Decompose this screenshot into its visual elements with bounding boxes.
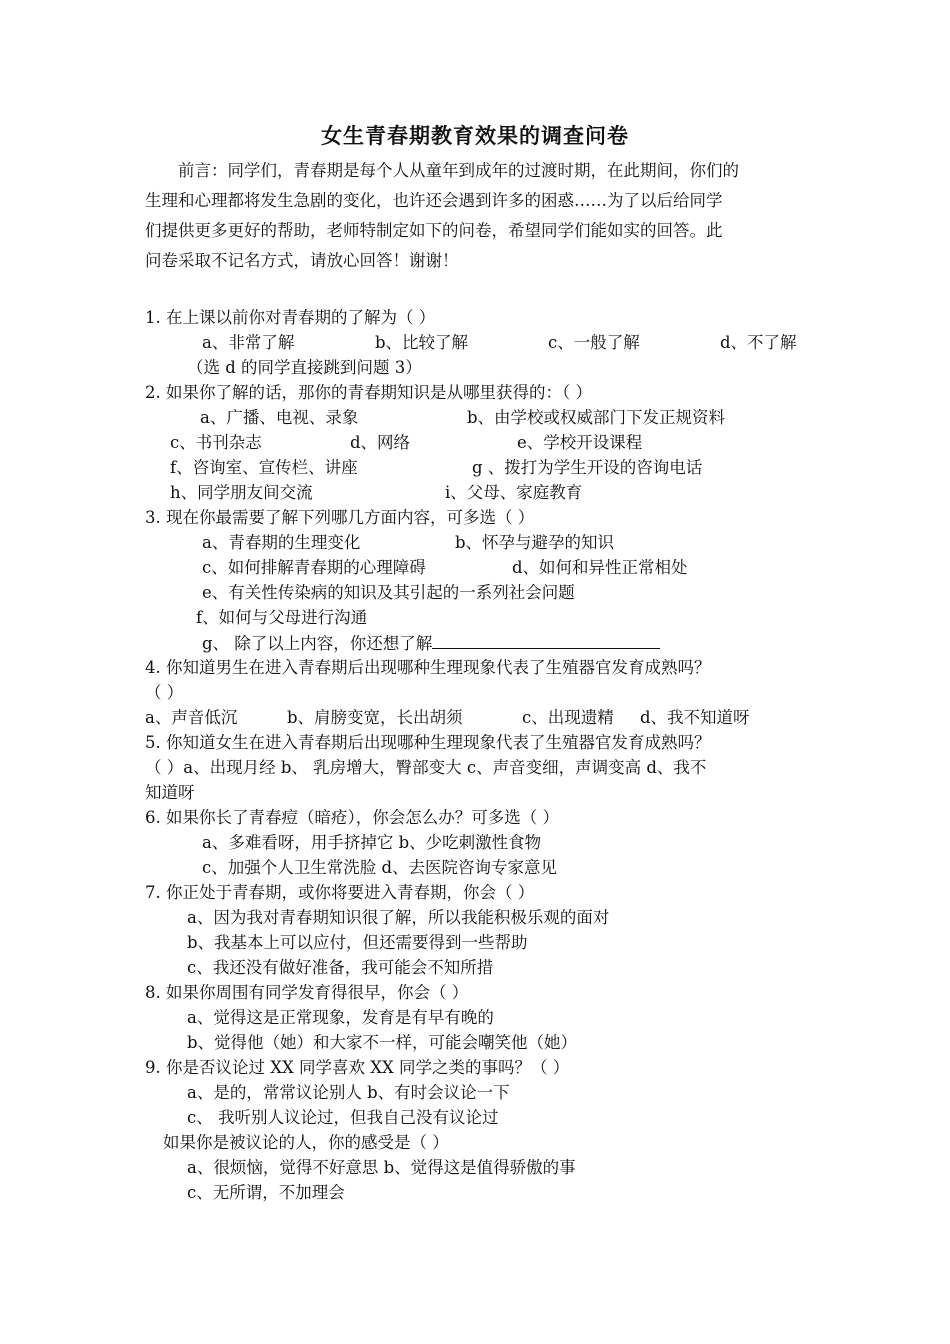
q1-option-d: d、不了解 — [720, 333, 797, 352]
q4-paren: （ ） — [145, 683, 184, 702]
q3-option-e: e、有关性传染病的知识及其引起的一系列社会问题 — [202, 583, 575, 602]
q2-option-g: g 、拨打为学生开设的咨询电话 — [472, 458, 703, 477]
q9-sub-option-c: c、无所谓，不加理会 — [187, 1183, 345, 1202]
q1-option-b: b、比较了解 — [375, 333, 469, 352]
q3-option-c: c、如何排解青春期的心理障碍 — [202, 558, 426, 577]
q3-blank-line[interactable] — [432, 630, 660, 649]
intro-line: 问卷采取不记名方式，请放心回答！谢谢！ — [145, 251, 459, 270]
q3-option-d: d、如何和异性正常相处 — [512, 558, 688, 577]
q4-stem: 4. 你知道男生在进入青春期后出现哪种生理现象代表了生殖器官发育成熟吗？ — [145, 658, 711, 677]
intro-line: 们提供更多更好的帮助，老师特制定如下的问卷，希望同学们能如实的回答。此 — [145, 221, 723, 240]
q9-option-c: c、 我听别人议论过，但我自己没有议论过 — [187, 1108, 499, 1127]
q3-option-g — [202, 630, 660, 656]
q4-option-d: d、我不知道呀 — [640, 708, 750, 727]
q1-note: （选 d 的同学直接跳到问题 3） — [187, 358, 422, 377]
q2-option-d: d、网络 — [350, 433, 411, 452]
q1-option-a: a、非常了解 — [202, 333, 295, 352]
q4-option-a: a、声音低沉 — [145, 708, 238, 727]
page-title: 女生青春期教育效果的调查问卷 — [321, 123, 629, 148]
q2-option-b: b、由学校或权威部门下发正规资料 — [467, 408, 726, 427]
intro-line: 生理和心理都将发生急剧的变化，也许还会遇到许多的困惑……为了以后给同学 — [145, 191, 723, 210]
q4-option-b: b、肩膀变宽，长出胡须 — [287, 708, 463, 727]
q9-options-ab: a、是的，常常议论别人 b、有时会议论一下 — [187, 1083, 510, 1102]
q2-option-f: f、咨询室、宣传栏、讲座 — [170, 458, 358, 477]
q9-sub-options-ab: a、很烦恼，觉得不好意思 b、觉得这是值得骄傲的事 — [187, 1158, 576, 1177]
q3-option-g-label: g、 除了以上内容，你还想了解 — [202, 634, 433, 653]
q3-option-b: b、怀孕与避孕的知识 — [455, 533, 615, 552]
q2-stem: 2. 如果你了解的话，那你的青春期知识是从哪里获得的：（ ） — [145, 383, 592, 402]
q2-option-e: e、学校开设课程 — [517, 433, 643, 452]
q9-stem: 9. 你是否议论过 XX 同学喜欢 XX 同学之类的事吗？（ ） — [145, 1058, 570, 1077]
q8-option-b: b、觉得他（她）和大家不一样，可能会嘲笑他（她） — [187, 1033, 578, 1052]
q4-option-c: c、出现遗精 — [522, 708, 614, 727]
q5-options-line-continued: 知道呀 — [145, 783, 195, 802]
q6-stem: 6. 如果你长了青春痘（暗疮），你会怎么办？可多选（ ） — [145, 808, 559, 827]
q2-option-h: h、同学朋友间交流 — [170, 483, 313, 502]
q2-option-a: a、广播、电视、录象 — [200, 408, 359, 427]
q2-option-i: i、父母、家庭教育 — [445, 483, 583, 502]
q6-options-ab: a、多难看呀，用手挤掉它 b、少吃刺激性食物 — [202, 833, 542, 852]
q7-option-c: c、我还没有做好准备，我可能会不知所措 — [187, 958, 494, 977]
q7-stem: 7. 你正处于青春期，或你将要进入青春期，你会（ ） — [145, 883, 535, 902]
q1-stem: 1. 在上课以前你对青春期的了解为（ ） — [145, 308, 436, 327]
q5-stem: 5. 你知道女生在进入青春期后出现哪种生理现象代表了生殖器官发育成熟吗？ — [145, 733, 711, 752]
q5-options-line: （ ）a、出现月经 b、 乳房增大，臀部变大 c、声音变细，声调变高 d、我不 — [145, 758, 707, 777]
q6-options-cd: c、加强个人卫生常洗脸 d、去医院咨询专家意见 — [202, 858, 558, 877]
q3-stem: 3. 现在你最需要了解下列哪几方面内容，可多选（ ） — [145, 508, 535, 527]
q1-option-c: c、一般了解 — [548, 333, 640, 352]
q2-option-c: c、书刊杂志 — [170, 433, 262, 452]
q3-option-a: a、青春期的生理变化 — [202, 533, 361, 552]
q7-option-b: b、我基本上可以应付，但还需要得到一些帮助 — [187, 933, 528, 952]
q7-option-a: a、因为我对青春期知识很了解，所以我能积极乐观的面对 — [187, 908, 610, 927]
q9-sub-question: 如果你是被议论的人，你的感受是（ ） — [163, 1133, 449, 1152]
q3-option-f: f、如何与父母进行沟通 — [196, 608, 368, 627]
intro-line: 前言：同学们，青春期是每个人从童年到成年的过渡时期，在此期间，你们的 — [178, 161, 739, 180]
q8-option-a: a、觉得这是正常现象，发育是有早有晚的 — [187, 1008, 494, 1027]
q8-stem: 8. 如果你周围有同学发育得很早，你会（ ） — [145, 983, 469, 1002]
intro-paragraph — [145, 156, 815, 276]
